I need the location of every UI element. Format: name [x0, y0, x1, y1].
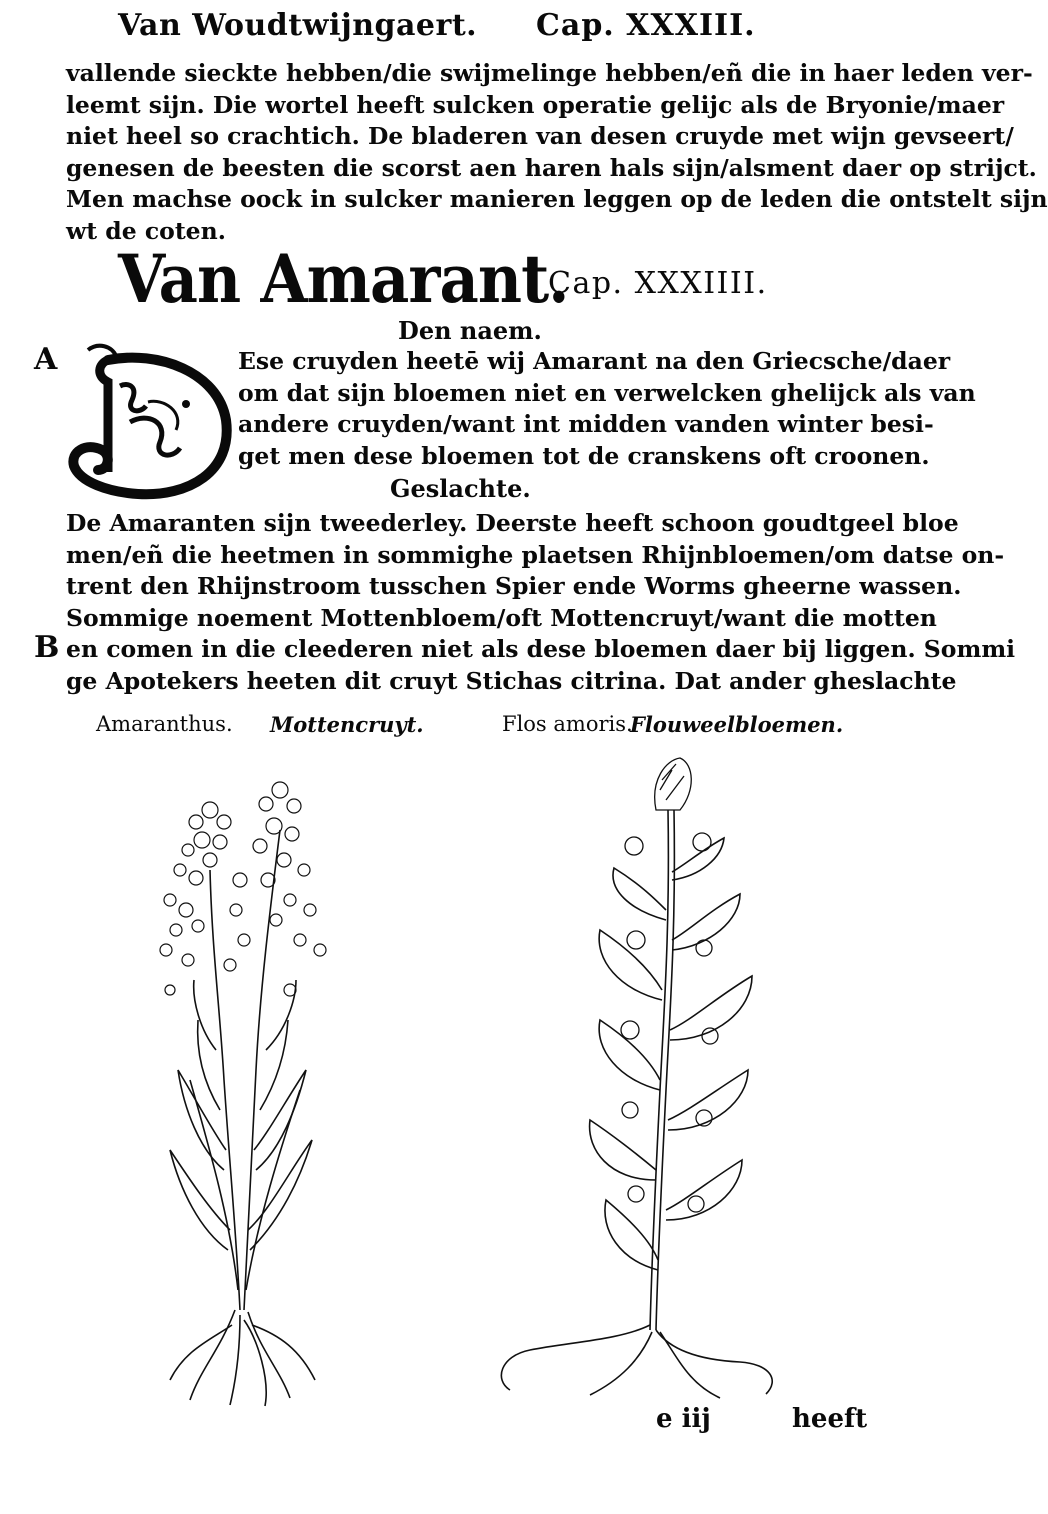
running-title: Van Woudtwijngaert.	[118, 8, 478, 43]
signature-mark: e iij	[656, 1404, 711, 1434]
margin-letter-b: B	[34, 630, 60, 665]
text-line: niet heel so crachtich. De bladeren van desen cruyde met wijn gevseert/	[66, 122, 1014, 150]
text-line: men/eñ die heetmen in sommighe plaetsen Rhijnbloemen/om datse on-	[66, 540, 1005, 569]
figure-caption-dutch: Mottencruyt.	[270, 712, 424, 737]
figure-caption-latin: Flos amoris.	[502, 712, 633, 736]
chapter-title: Van Amarant.	[118, 240, 569, 318]
figure-caption-latin: Amaranthus.	[96, 712, 233, 736]
text-line: Men machse oock in sulcker manieren leggen op de leden die ontstelt sijn	[66, 185, 1048, 213]
text-line: Ese cruyden heetē wij Amarant na den Griecsche/daer	[238, 347, 951, 375]
chapter-number: Cap. XXXIIII.	[548, 266, 768, 301]
flos-amoris-woodcut-image	[490, 750, 790, 1410]
text-line: Sommige noement Mottenbloem/oft Mottencruyt/want die motten	[66, 603, 937, 632]
text-line: De Amaranten sijn tweederley. Deerste heeft schoon goudtgeel bloe	[66, 509, 959, 537]
decorated-initial-d-image	[68, 342, 236, 502]
chapter-number-header: Cap. XXXIII.	[536, 8, 756, 43]
text-line: trent den Rhijnstroom tusschen Spier ende Worms gheerne wassen.	[66, 572, 962, 600]
text-line: en comen in die cleederen niet als dese bloemen daer bij liggen. Sommi	[66, 635, 1016, 663]
text-line: om dat sijn bloemen niet en verwelcken ghelijck als van	[238, 378, 976, 407]
geslachte-paragraph	[66, 508, 1015, 697]
text-line: wt de coten.	[66, 216, 226, 245]
text-line: get men dese bloemen tot de cranskens oft croonen.	[238, 441, 930, 470]
text-line: vallende sieckte hebben/die swijmelinge hebben/eñ die in haer leden ver-	[66, 59, 1033, 87]
naem-paragraph	[238, 346, 976, 472]
text-line: ge Apotekers heeten dit cruyt Stichas citrina. Dat ander gheslachte	[66, 666, 957, 695]
catchword: heeft	[792, 1404, 868, 1434]
figure-caption-dutch: Flouweelbloemen.	[630, 712, 844, 737]
previous-chapter-paragraph	[66, 58, 1048, 247]
amaranthus-woodcut-image	[140, 750, 360, 1410]
text-line: leemt sijn. Die wortel heeft sulcken operatie gelijc als de Bryonie/maer	[66, 90, 1005, 119]
section-heading-geslachte: Geslachte.	[390, 474, 531, 503]
margin-letter-a: A	[34, 342, 58, 377]
text-line: genesen de beesten die scorst aen haren hals sijn/alsment daer op strijct.	[66, 153, 1037, 182]
text-line: andere cruyden/want int midden vanden winter besi-	[238, 410, 934, 438]
section-heading-naem: Den naem.	[398, 316, 542, 345]
